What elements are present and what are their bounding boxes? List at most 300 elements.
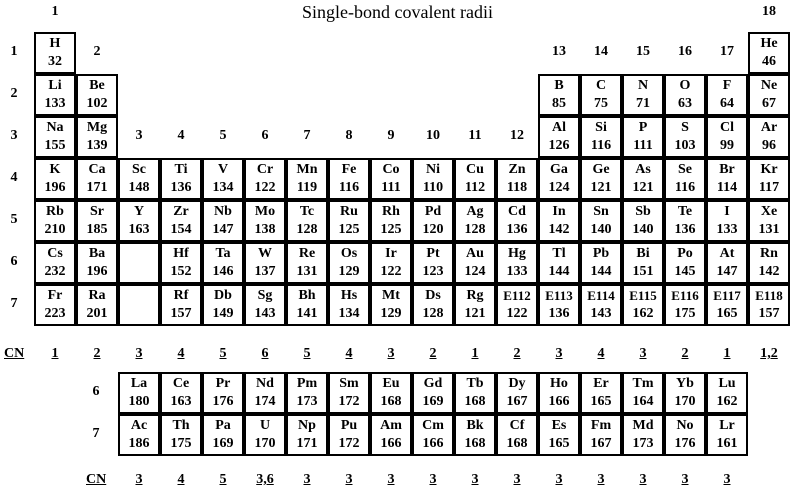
element-radius: 136 [506,222,528,237]
element-cell[interactable] [244,242,286,284]
element-symbol: Th [172,418,190,433]
element-cell[interactable] [496,158,538,200]
element-symbol: Ru [340,204,358,219]
element-cell[interactable] [622,242,664,284]
element-radius: 125 [338,222,360,237]
element-symbol: Sc [132,162,146,177]
actinide-cell[interactable] [244,414,286,456]
element-cell[interactable] [454,242,496,284]
element-cell[interactable] [580,116,622,158]
element-cell[interactable] [286,158,328,200]
element-radius: 170 [254,436,276,451]
f-cn-value: 3 [471,472,479,487]
element-symbol: Li [48,78,62,93]
element-symbol: E117 [713,288,741,303]
f-cn-value: 3 [723,472,731,487]
group-label: 8 [345,128,353,143]
element-radius: 126 [548,138,570,153]
element-radius: 67 [762,96,776,111]
actinide-cell[interactable] [580,414,622,456]
element-cell[interactable] [706,284,748,326]
element-radius: 124 [464,264,486,279]
element-symbol: Tm [632,376,654,391]
element-cell[interactable] [622,116,664,158]
element-symbol: O [679,78,691,93]
element-symbol: Co [382,162,400,177]
page-title: Single-bond covalent radii [302,2,493,22]
element-radius: 122 [380,264,402,279]
actinide-cell[interactable] [370,414,412,456]
element-symbol: Sg [257,288,273,303]
period-label: 1 [10,44,18,59]
element-cell[interactable] [244,200,286,242]
element-symbol: He [760,36,778,51]
element-cell[interactable] [454,200,496,242]
element-radius: 167 [506,394,528,409]
element-radius: 169 [422,394,444,409]
cn-value: 2 [429,346,437,361]
element-cell[interactable] [748,242,790,284]
cn-value: 2 [681,346,689,361]
element-cell[interactable] [454,158,496,200]
element-cell[interactable] [370,158,412,200]
group-label: 12 [510,128,524,143]
element-symbol: Pu [340,418,358,433]
element-radius: 142 [548,222,570,237]
element-radius: 131 [758,222,780,237]
element-cell[interactable] [580,242,622,284]
element-cell[interactable] [202,158,244,200]
element-radius: 223 [44,306,66,321]
element-cell[interactable] [496,200,538,242]
element-cell[interactable] [538,242,580,284]
element-radius: 157 [758,306,780,321]
element-symbol: W [258,246,272,261]
f-cn-value: 3 [429,472,437,487]
element-symbol: Am [380,418,402,433]
actinide-cell[interactable] [412,414,454,456]
element-symbol: F [722,78,732,93]
lanthanide-cell[interactable] [286,372,328,414]
element-symbol: Nd [256,376,274,391]
element-symbol: Rn [760,246,778,261]
actinide-cell[interactable] [118,414,160,456]
lanthanide-cell[interactable] [160,372,202,414]
element-cell[interactable] [76,74,118,116]
element-radius: 128 [464,222,486,237]
element-cell[interactable] [412,242,454,284]
element-symbol: In [552,204,566,219]
actinide-cell[interactable] [538,414,580,456]
element-symbol: Hg [508,246,526,261]
actinide-cell[interactable] [328,414,370,456]
element-cell[interactable] [76,200,118,242]
element-cell[interactable] [370,242,412,284]
element-cell[interactable] [328,284,370,326]
group-label: 6 [261,128,269,143]
element-cell[interactable] [706,116,748,158]
element-cell[interactable] [412,158,454,200]
actinide-cell[interactable] [160,414,202,456]
element-symbol: Cd [508,204,526,219]
actinide-cell[interactable] [664,414,706,456]
lanthanide-cell[interactable] [664,372,706,414]
element-radius: 165 [716,306,738,321]
element-cell[interactable] [286,200,328,242]
element-symbol: Sn [593,204,609,219]
element-symbol: P [638,120,648,135]
element-symbol: Cl [720,120,734,135]
element-cell[interactable] [664,74,706,116]
element-cell[interactable] [370,284,412,326]
element-symbol: Pm [296,376,318,391]
lanthanide-cell[interactable] [454,372,496,414]
element-cell[interactable] [160,242,202,284]
element-radius: 133 [506,264,528,279]
element-symbol: Pa [215,418,231,433]
cn-value: 3 [135,346,143,361]
element-radius: 136 [548,306,570,321]
element-cell[interactable] [160,284,202,326]
element-symbol: Mt [382,288,400,303]
lanthanide-cell[interactable] [622,372,664,414]
element-radius: 122 [506,306,528,321]
element-cell[interactable] [538,200,580,242]
element-radius: 180 [128,394,150,409]
element-radius: 142 [758,264,780,279]
element-radius: 32 [48,54,62,69]
element-cell[interactable] [118,200,160,242]
element-symbol: Ho [550,376,568,391]
element-cell[interactable] [622,158,664,200]
element-cell[interactable] [328,158,370,200]
element-symbol: Ge [592,162,610,177]
element-cell[interactable] [706,200,748,242]
element-symbol: B [554,78,564,93]
element-symbol: Ce [172,376,190,391]
element-radius: 129 [380,306,402,321]
element-symbol: Dy [508,376,526,391]
element-cell[interactable] [202,284,244,326]
element-cell[interactable] [328,242,370,284]
group-label: 3 [135,128,143,143]
element-cell[interactable] [202,200,244,242]
element-symbol: E113 [545,288,573,303]
element-cell[interactable] [454,284,496,326]
element-radius: 185 [86,222,108,237]
element-radius: 116 [338,180,360,195]
element-cell[interactable] [34,116,76,158]
element-cell[interactable] [76,284,118,326]
element-radius: 186 [128,436,150,451]
element-cell[interactable] [706,74,748,116]
element-symbol: Lr [719,418,735,433]
element-symbol: Si [595,120,607,135]
f-cn-value: 3 [555,472,563,487]
actinide-cell[interactable] [496,414,538,456]
element-symbol: Nb [214,204,232,219]
element-cell[interactable] [580,284,622,326]
element-symbol: Cf [509,418,525,433]
element-cell[interactable] [34,284,76,326]
group-label: 9 [387,128,395,143]
element-symbol: Ni [426,162,440,177]
element-symbol: Re [298,246,316,261]
lanthanide-cell[interactable] [538,372,580,414]
element-cell[interactable] [34,32,76,74]
lanthanide-cell[interactable] [244,372,286,414]
element-symbol: Po [677,246,693,261]
actinide-cell[interactable] [706,414,748,456]
element-radius: 172 [338,436,360,451]
lanthanide-cell[interactable] [496,372,538,414]
element-radius: 136 [674,222,696,237]
element-radius: 168 [464,394,486,409]
element-symbol: Bi [636,246,650,261]
element-symbol: Bk [466,418,484,433]
lanthanide-cell[interactable] [118,372,160,414]
element-symbol: Kr [760,162,778,177]
element-cell[interactable] [412,200,454,242]
element-cell[interactable] [118,284,160,326]
lanthanide-cell[interactable] [580,372,622,414]
element-symbol: Eu [382,376,400,391]
element-radius: 175 [674,306,696,321]
element-symbol: Fr [47,288,63,303]
element-symbol: Tb [466,376,484,391]
element-cell[interactable] [328,200,370,242]
element-symbol: Br [719,162,735,177]
f-cn-value: 3 [639,472,647,487]
element-cell[interactable] [580,158,622,200]
element-symbol: Er [593,376,609,391]
element-radius: 165 [548,436,570,451]
element-cell[interactable] [34,242,76,284]
f-cn-value: 3 [513,472,521,487]
cn-value: 4 [597,346,605,361]
element-symbol: Ir [385,246,397,261]
element-symbol: Ar [760,120,778,135]
element-cell[interactable] [202,242,244,284]
element-symbol: Mo [254,204,276,219]
element-radius: 138 [254,222,276,237]
actinide-cell[interactable] [454,414,496,456]
element-radius: 133 [716,222,738,237]
cn-value: 3 [555,346,563,361]
element-cell[interactable] [706,158,748,200]
element-symbol: E112 [503,288,531,303]
element-cell[interactable] [748,74,790,116]
cn-value: 1 [723,346,731,361]
element-radius: 63 [678,96,692,111]
element-cell[interactable] [34,74,76,116]
element-symbol: Sb [635,204,651,219]
period-label: 2 [10,86,18,101]
element-symbol: Pb [592,246,610,261]
element-radius: 85 [552,96,566,111]
element-radius: 112 [464,180,486,195]
element-radius: 143 [590,306,612,321]
lanthanide-cell[interactable] [202,372,244,414]
element-radius: 140 [632,222,654,237]
element-radius: 71 [636,96,650,111]
element-cell[interactable] [370,200,412,242]
cn-value: 5 [303,346,311,361]
element-radius: 120 [422,222,444,237]
element-cell[interactable] [34,200,76,242]
element-cell[interactable] [286,284,328,326]
element-radius: 111 [633,138,653,153]
element-radius: 152 [170,264,192,279]
element-cell[interactable] [412,284,454,326]
element-symbol: V [217,162,229,177]
element-cell[interactable] [160,158,202,200]
element-cell[interactable] [538,158,580,200]
element-cell[interactable] [580,74,622,116]
element-symbol: Pr [215,376,231,391]
group-label: 18 [762,4,776,19]
element-symbol: Yb [676,376,694,391]
element-radius: 147 [212,222,234,237]
element-cell[interactable] [664,200,706,242]
element-cell[interactable] [496,284,538,326]
element-cell[interactable] [538,116,580,158]
element-symbol: Bh [298,288,316,303]
f-cn-value: 3,6 [256,472,274,487]
element-cell[interactable] [622,74,664,116]
element-cell[interactable] [622,200,664,242]
actinide-cell[interactable] [622,414,664,456]
element-radius: 121 [464,306,486,321]
lanthanide-cell[interactable] [706,372,748,414]
element-radius: 129 [338,264,360,279]
element-radius: 173 [296,394,318,409]
element-radius: 168 [506,436,528,451]
element-radius: 128 [296,222,318,237]
element-radius: 128 [422,306,444,321]
element-radius: 169 [212,436,234,451]
element-symbol: Db [214,288,232,303]
element-radius: 133 [44,96,66,111]
element-cell[interactable] [76,242,118,284]
element-symbol: I [724,204,730,219]
f-cn-value: 3 [597,472,605,487]
cn-value: 4 [177,346,185,361]
element-symbol: Se [678,162,692,177]
lanthanide-cell[interactable] [328,372,370,414]
element-radius: 176 [674,436,696,451]
period-label: 5 [10,212,18,227]
element-cell[interactable] [664,284,706,326]
element-radius: 174 [254,394,276,409]
f-cn-value: 5 [219,472,227,487]
actinide-cell[interactable] [286,414,328,456]
element-symbol: Ag [466,204,484,219]
element-cell[interactable] [580,200,622,242]
element-radius: 141 [296,306,318,321]
element-cell[interactable] [538,284,580,326]
actinide-cell[interactable] [202,414,244,456]
element-cell[interactable] [664,158,706,200]
element-cell[interactable] [664,242,706,284]
element-symbol: U [259,418,271,433]
group-label: 10 [426,128,440,143]
element-radius: 171 [296,436,318,451]
element-cell[interactable] [496,242,538,284]
element-radius: 102 [86,96,108,111]
element-cell[interactable] [748,32,790,74]
element-cell[interactable] [748,200,790,242]
element-radius: 145 [674,264,696,279]
group-label: 11 [468,128,482,143]
element-radius: 176 [212,394,234,409]
element-cell[interactable] [118,242,160,284]
element-symbol: Te [677,204,693,219]
element-radius: 165 [590,394,612,409]
element-cell[interactable] [160,200,202,242]
element-symbol: C [595,78,607,93]
cn-value: 1,2 [760,346,778,361]
group-label: 15 [636,44,650,59]
element-radius: 166 [380,436,402,451]
element-cell[interactable] [76,158,118,200]
element-cell[interactable] [748,116,790,158]
f-cn-value: 3 [345,472,353,487]
element-radius: 147 [716,264,738,279]
element-radius: 172 [338,394,360,409]
element-cell[interactable] [244,158,286,200]
element-radius: 118 [506,180,528,195]
element-cell[interactable] [748,158,790,200]
element-radius: 146 [212,264,234,279]
element-cell[interactable] [748,284,790,326]
element-symbol: Rf [173,288,189,303]
group-label: 17 [720,44,734,59]
lanthanide-cell[interactable] [370,372,412,414]
element-cell[interactable] [76,116,118,158]
group-label: 1 [51,4,59,19]
element-radius: 111 [381,180,401,195]
element-cell[interactable] [706,242,748,284]
element-cell[interactable] [34,158,76,200]
element-radius: 114 [716,180,738,195]
element-cell[interactable] [538,74,580,116]
element-radius: 162 [632,306,654,321]
element-radius: 136 [170,180,192,195]
element-radius: 175 [170,436,192,451]
element-symbol: Pt [426,246,440,261]
element-symbol: Tc [299,204,315,219]
element-cell[interactable] [118,158,160,200]
element-radius: 121 [590,180,612,195]
element-radius: 116 [590,138,612,153]
element-radius: 166 [548,394,570,409]
element-radius: 196 [44,180,66,195]
element-symbol: No [676,418,694,433]
element-radius: 171 [86,180,108,195]
element-cell[interactable] [286,242,328,284]
element-symbol: Ta [215,246,231,261]
f-cn-value: 3 [303,472,311,487]
lanthanide-cell[interactable] [412,372,454,414]
element-radius: 163 [128,222,150,237]
element-cell[interactable] [244,284,286,326]
group-label: 14 [594,44,608,59]
element-cell[interactable] [664,116,706,158]
element-cell[interactable] [622,284,664,326]
element-radius: 151 [632,264,654,279]
element-radius: 149 [212,306,234,321]
